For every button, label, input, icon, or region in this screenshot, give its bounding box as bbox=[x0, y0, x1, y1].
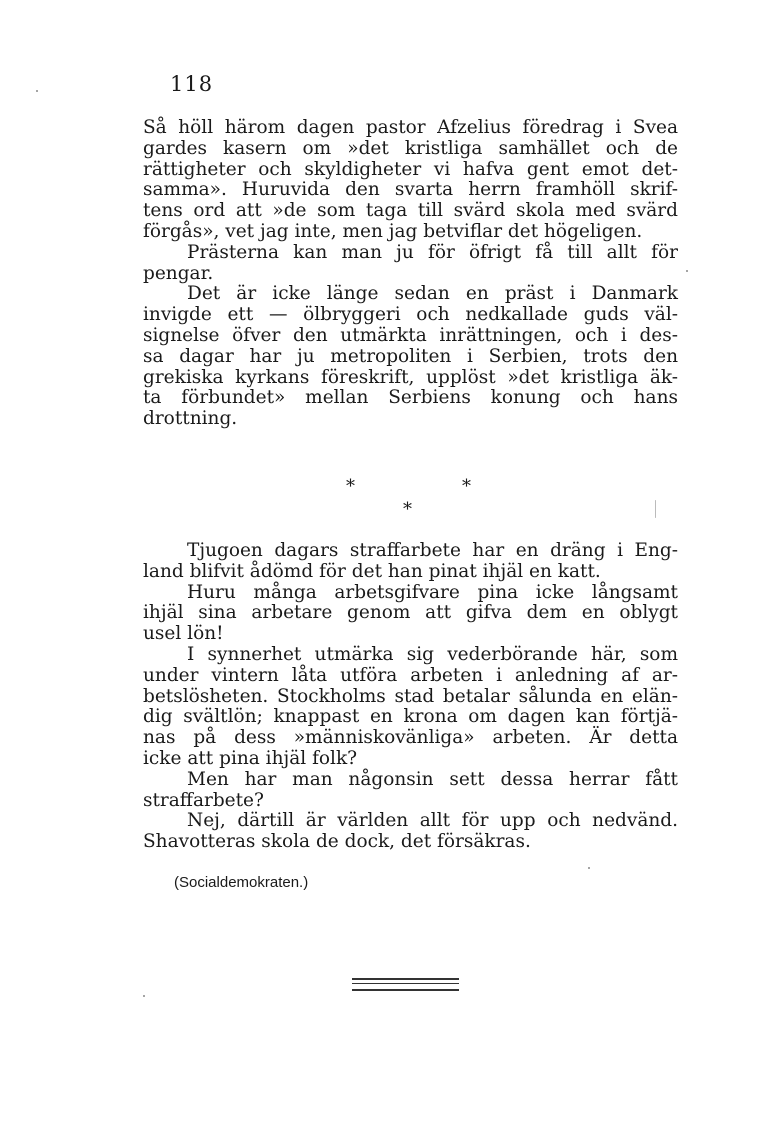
text-line: icke att pina ihjäl folk? bbox=[143, 747, 358, 769]
text-line: dig svältlön; knappast en krona om dagen kan förtjä- bbox=[143, 706, 678, 728]
paper-speck bbox=[655, 500, 656, 518]
text-line: signelse öfver den utmärkta inrättningen, och i des- bbox=[143, 324, 678, 346]
text-line: drottning. bbox=[143, 408, 238, 430]
text-line: ihjäl sina arbetare genom att gifva dem en oblygt bbox=[143, 602, 678, 624]
text-line: Shavotteras skola de dock, det försäkras. bbox=[143, 831, 531, 853]
text-line: land blifvit ådömd för det han pinat ihjäl en katt. bbox=[143, 560, 601, 582]
text-line: Men har man någonsin sett dessa herrar fått bbox=[187, 768, 678, 790]
paper-speck bbox=[588, 867, 590, 869]
article-straffarbete bbox=[143, 541, 678, 853]
text-line: Prästerna kan man ju för öfrigt få till allt för bbox=[187, 241, 678, 263]
separator-asterisk: * bbox=[403, 499, 412, 520]
text-line: I synnerhet utmärka sig vederbörande här, som bbox=[187, 643, 678, 665]
text-line: usel lön! bbox=[143, 623, 224, 645]
text-line: samma». Huruvida den svarta herrn framhöll skrif- bbox=[143, 179, 678, 201]
end-rule-middle bbox=[352, 983, 459, 984]
text-line: Det är icke länge sedan en präst i Danmark bbox=[187, 283, 678, 305]
text-line: Så höll härom dagen pastor Afzelius föredrag i Svea bbox=[143, 117, 678, 138]
text-line: sa dagar har ju metropoliten i Serbien, trots den bbox=[143, 345, 678, 367]
paper-speck bbox=[36, 90, 38, 92]
text-line: Nej, därtill är världen allt för upp och nedvänd. bbox=[187, 810, 678, 832]
source-attribution: (Socialdemokraten.) bbox=[174, 874, 309, 891]
text-line: invigde ett — ölbryggeri och nedkallade guds väl- bbox=[143, 304, 678, 326]
text-line: betslösheten. Stockholms stad betalar sålunda en elän- bbox=[143, 685, 678, 707]
article-afzelius bbox=[143, 118, 678, 430]
paper-speck bbox=[686, 270, 688, 272]
text-line: gardes kasern om »det kristliga samhället och de bbox=[143, 137, 678, 159]
text-line: förgås», vet jag inte, men jag betviflar det högeligen. bbox=[143, 220, 643, 242]
text-line: pengar. bbox=[143, 262, 214, 284]
separator-asterisk: * bbox=[462, 476, 471, 497]
end-rule bbox=[352, 978, 459, 991]
text-line: under vintern låta utföra arbeten i anledning af ar- bbox=[143, 664, 678, 686]
text-line: tens ord att »de som taga till svärd skola med svärd bbox=[143, 200, 678, 222]
text-line: straffarbete? bbox=[143, 789, 264, 811]
paper-speck bbox=[143, 995, 145, 997]
text-line: ta förbundet» mellan Serbiens konung och hans bbox=[143, 387, 678, 409]
text-line: Tjugoen dagars straffarbete har en dräng i Eng- bbox=[187, 540, 678, 561]
text-line: Huru många arbetsgifvare pina icke långsamt bbox=[187, 581, 678, 603]
page-number: 118 bbox=[170, 72, 214, 96]
text-line: grekiska kyrkans föreskrift, upplöst »det kristliga äk- bbox=[143, 366, 678, 388]
separator-asterisk: * bbox=[346, 476, 355, 497]
text-line: nas på dess »människovänliga» arbeten. Är detta bbox=[143, 727, 678, 749]
text-line: rättigheter och skyldigheter vi hafva gent emot det- bbox=[143, 158, 678, 180]
